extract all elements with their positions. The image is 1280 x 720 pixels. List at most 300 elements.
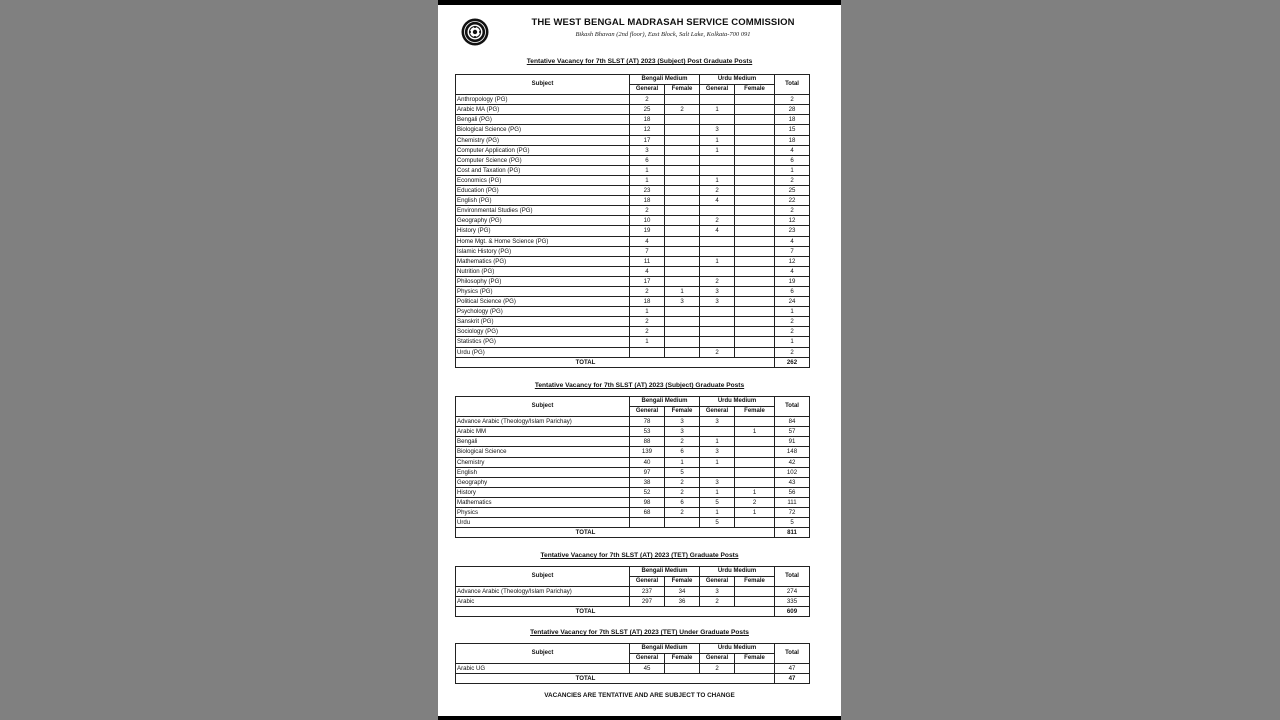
value-cell: 3 <box>665 427 700 437</box>
value-cell <box>735 437 775 447</box>
value-cell: 10 <box>630 216 665 226</box>
value-cell: 24 <box>775 297 810 307</box>
value-cell <box>735 155 775 165</box>
value-cell <box>665 307 700 317</box>
value-cell <box>735 457 775 467</box>
value-cell: 5 <box>665 467 700 477</box>
subject-cell: Arabic UG <box>456 664 630 674</box>
top-border <box>438 0 841 5</box>
value-cell: 1 <box>700 135 735 145</box>
value-cell: 18 <box>775 115 810 125</box>
bengali-medium-header: Bengali Medium <box>630 75 700 85</box>
value-cell: 4 <box>775 266 810 276</box>
value-cell: 1 <box>630 307 665 317</box>
value-cell: 40 <box>630 457 665 467</box>
total-label: TOTAL <box>456 528 775 538</box>
subject-cell: Education (PG) <box>456 186 630 196</box>
table-row <box>456 447 810 457</box>
value-cell <box>735 236 775 246</box>
total-value: 47 <box>775 674 810 684</box>
value-cell: 3 <box>665 417 700 427</box>
subject-cell: Arabic MA (PG) <box>456 105 630 115</box>
value-cell: 11 <box>630 256 665 266</box>
bengali-medium-header: Bengali Medium <box>630 397 700 407</box>
female-header: Female <box>665 407 700 417</box>
header-row <box>456 644 810 654</box>
value-cell <box>735 297 775 307</box>
value-cell: 102 <box>775 467 810 477</box>
vacancy-table-tet-graduate <box>455 566 810 617</box>
table-row <box>456 497 810 507</box>
section-title-pg: Tentative Vacancy for 7th SLST (AT) 2023 (Subject) Post Graduate Posts <box>526 58 753 65</box>
subject-cell: Arabic MM <box>456 427 630 437</box>
value-cell: 18 <box>630 196 665 206</box>
total-value: 262 <box>775 357 810 367</box>
table-row <box>456 286 810 296</box>
value-cell: 15 <box>775 125 810 135</box>
value-cell <box>735 145 775 155</box>
value-cell <box>665 347 700 357</box>
value-cell: 2 <box>775 206 810 216</box>
value-cell <box>735 216 775 226</box>
value-cell: 6 <box>665 447 700 457</box>
value-cell: 5 <box>700 497 735 507</box>
value-cell <box>700 467 735 477</box>
bengali-medium-header: Bengali Medium <box>630 644 700 654</box>
value-cell: 98 <box>630 497 665 507</box>
value-cell <box>665 518 700 528</box>
value-cell <box>735 196 775 206</box>
value-cell: 18 <box>775 135 810 145</box>
table-row <box>456 437 810 447</box>
value-cell <box>665 95 700 105</box>
value-cell: 28 <box>775 105 810 115</box>
subject-cell: Bengali (PG) <box>456 115 630 125</box>
value-cell <box>735 276 775 286</box>
subject-cell: Physics (PG) <box>456 286 630 296</box>
subject-header: Subject <box>456 75 630 95</box>
value-cell <box>735 226 775 236</box>
value-cell: 22 <box>775 196 810 206</box>
value-cell: 12 <box>775 256 810 266</box>
value-cell <box>630 518 665 528</box>
urdu-medium-header: Urdu Medium <box>700 567 775 577</box>
female-header: Female <box>735 407 775 417</box>
value-cell <box>735 256 775 266</box>
table-row <box>456 135 810 145</box>
value-cell <box>735 206 775 216</box>
value-cell: 84 <box>775 417 810 427</box>
value-cell <box>665 165 700 175</box>
value-cell: 18 <box>630 115 665 125</box>
value-cell <box>665 236 700 246</box>
office-address: Bikash Bhavan (2nd floor), East Block, Salt Lake, Kolkata-700 091 <box>575 31 751 38</box>
value-cell <box>700 246 735 256</box>
value-cell: 2 <box>735 497 775 507</box>
value-cell: 2 <box>775 175 810 185</box>
commission-logo-icon <box>461 18 489 46</box>
value-cell: 72 <box>775 508 810 518</box>
table-row <box>456 246 810 256</box>
table-row <box>456 155 810 165</box>
total-value: 609 <box>775 607 810 617</box>
value-cell: 17 <box>630 135 665 145</box>
value-cell <box>735 175 775 185</box>
bengali-medium-header: Bengali Medium <box>630 567 700 577</box>
section-title-tet-graduate: Tentative Vacancy for 7th SLST (AT) 2023 (TET) Graduate Posts <box>540 552 739 559</box>
general-header: General <box>630 407 665 417</box>
value-cell: 47 <box>775 664 810 674</box>
subject-cell: Environmental Studies (PG) <box>456 206 630 216</box>
value-cell: 1 <box>700 508 735 518</box>
value-cell <box>700 327 735 337</box>
value-cell: 1 <box>630 175 665 185</box>
value-cell: 335 <box>775 597 810 607</box>
subject-cell: Philosophy (PG) <box>456 276 630 286</box>
total-label: TOTAL <box>456 357 775 367</box>
general-header: General <box>700 85 735 95</box>
value-cell <box>665 125 700 135</box>
value-cell <box>735 125 775 135</box>
value-cell: 45 <box>630 664 665 674</box>
value-cell: 2 <box>665 508 700 518</box>
subject-cell: Sanskrit (PG) <box>456 317 630 327</box>
table-row <box>456 105 810 115</box>
subject-cell: Nutrition (PG) <box>456 266 630 276</box>
total-row <box>456 674 810 684</box>
total-row <box>456 607 810 617</box>
total-row <box>456 357 810 367</box>
table-row <box>456 508 810 518</box>
female-header: Female <box>665 577 700 587</box>
female-header: Female <box>735 654 775 664</box>
value-cell: 3 <box>665 297 700 307</box>
table-row <box>456 125 810 135</box>
value-cell: 5 <box>775 518 810 528</box>
value-cell <box>735 597 775 607</box>
value-cell: 56 <box>775 487 810 497</box>
table-row <box>456 206 810 216</box>
value-cell: 3 <box>700 417 735 427</box>
general-header: General <box>630 654 665 664</box>
value-cell <box>665 246 700 256</box>
value-cell: 6 <box>775 155 810 165</box>
female-header: Female <box>735 85 775 95</box>
value-cell: 2 <box>665 105 700 115</box>
value-cell <box>700 236 735 246</box>
value-cell: 1 <box>700 487 735 497</box>
table-row <box>456 427 810 437</box>
value-cell: 38 <box>630 477 665 487</box>
subject-cell: Economics (PG) <box>456 175 630 185</box>
value-cell: 2 <box>630 327 665 337</box>
general-header: General <box>700 577 735 587</box>
value-cell <box>735 518 775 528</box>
value-cell <box>735 447 775 457</box>
value-cell <box>735 186 775 196</box>
value-cell: 274 <box>775 587 810 597</box>
value-cell: 2 <box>630 206 665 216</box>
value-cell: 1 <box>630 337 665 347</box>
value-cell: 5 <box>700 518 735 528</box>
table-row <box>456 327 810 337</box>
subject-header: Subject <box>456 644 630 664</box>
table-row <box>456 487 810 497</box>
value-cell <box>665 317 700 327</box>
value-cell <box>735 286 775 296</box>
value-cell: 18 <box>630 297 665 307</box>
subject-cell: Geography <box>456 477 630 487</box>
value-cell <box>700 317 735 327</box>
urdu-medium-header: Urdu Medium <box>700 644 775 654</box>
subject-header: Subject <box>456 397 630 417</box>
value-cell <box>665 186 700 196</box>
value-cell <box>700 115 735 125</box>
value-cell <box>665 115 700 125</box>
value-cell: 2 <box>775 327 810 337</box>
value-cell <box>735 115 775 125</box>
value-cell: 42 <box>775 457 810 467</box>
value-cell: 1 <box>665 457 700 467</box>
value-cell: 1 <box>775 337 810 347</box>
value-cell: 2 <box>665 487 700 497</box>
subject-cell: Physics <box>456 508 630 518</box>
female-header: Female <box>665 85 700 95</box>
value-cell: 2 <box>775 95 810 105</box>
subject-cell: Biological Science <box>456 447 630 457</box>
value-cell: 1 <box>775 307 810 317</box>
table-row <box>456 115 810 125</box>
table-row <box>456 236 810 246</box>
value-cell: 3 <box>700 286 735 296</box>
value-cell: 12 <box>630 125 665 135</box>
value-cell: 2 <box>700 347 735 357</box>
value-cell <box>665 337 700 347</box>
subject-cell: Mathematics (PG) <box>456 256 630 266</box>
value-cell <box>665 196 700 206</box>
value-cell: 148 <box>775 447 810 457</box>
value-cell: 139 <box>630 447 665 457</box>
value-cell: 2 <box>630 95 665 105</box>
value-cell: 2 <box>700 597 735 607</box>
value-cell: 3 <box>700 297 735 307</box>
table-row <box>456 337 810 347</box>
value-cell <box>700 206 735 216</box>
value-cell: 36 <box>665 597 700 607</box>
total-label: TOTAL <box>456 674 775 684</box>
header-row <box>456 397 810 407</box>
table-row <box>456 196 810 206</box>
table-row <box>456 145 810 155</box>
value-cell: 88 <box>630 437 665 447</box>
value-cell: 2 <box>700 276 735 286</box>
value-cell: 17 <box>630 276 665 286</box>
value-cell: 57 <box>775 427 810 437</box>
table-row <box>456 216 810 226</box>
value-cell <box>700 165 735 175</box>
value-cell: 4 <box>775 145 810 155</box>
table-row <box>456 165 810 175</box>
value-cell <box>735 135 775 145</box>
general-header: General <box>700 407 735 417</box>
table-row <box>456 317 810 327</box>
value-cell <box>735 165 775 175</box>
value-cell: 2 <box>665 477 700 487</box>
value-cell: 23 <box>630 186 665 196</box>
value-cell: 12 <box>775 216 810 226</box>
header-row <box>456 567 810 577</box>
vacancy-table-graduate <box>455 396 810 538</box>
value-cell: 3 <box>700 477 735 487</box>
value-cell <box>735 587 775 597</box>
value-cell: 7 <box>630 246 665 256</box>
value-cell <box>735 266 775 276</box>
value-cell: 111 <box>775 497 810 507</box>
value-cell <box>735 246 775 256</box>
subject-cell: Home Mgt. & Home Science (PG) <box>456 236 630 246</box>
table-row <box>456 266 810 276</box>
subject-cell: Urdu (PG) <box>456 347 630 357</box>
total-header: Total <box>775 567 810 587</box>
value-cell: 3 <box>630 145 665 155</box>
value-cell: 297 <box>630 597 665 607</box>
value-cell: 3 <box>700 447 735 457</box>
subject-cell: Anthropology (PG) <box>456 95 630 105</box>
value-cell: 91 <box>775 437 810 447</box>
subject-cell: Geography (PG) <box>456 216 630 226</box>
table-row <box>456 276 810 286</box>
value-cell <box>630 347 665 357</box>
value-cell <box>665 155 700 165</box>
document-title: THE WEST BENGAL MADRASAH SERVICE COMMISSION <box>531 17 795 28</box>
subject-cell: Statistics (PG) <box>456 337 630 347</box>
subject-cell: Urdu <box>456 518 630 528</box>
value-cell: 3 <box>700 125 735 135</box>
value-cell: 1 <box>700 256 735 266</box>
footer-note: VACANCIES ARE TENTATIVE AND ARE SUBJECT TO CHANGE <box>544 692 735 699</box>
value-cell: 2 <box>630 286 665 296</box>
value-cell: 34 <box>665 587 700 597</box>
value-cell: 1 <box>775 165 810 175</box>
value-cell: 1 <box>735 427 775 437</box>
value-cell: 4 <box>630 266 665 276</box>
value-cell: 237 <box>630 587 665 597</box>
section-title-graduate: Tentative Vacancy for 7th SLST (AT) 2023 (Subject) Graduate Posts <box>534 382 745 389</box>
value-cell: 25 <box>630 105 665 115</box>
value-cell <box>700 95 735 105</box>
value-cell <box>665 206 700 216</box>
value-cell <box>665 276 700 286</box>
value-cell: 7 <box>775 246 810 256</box>
value-cell: 1 <box>735 487 775 497</box>
value-cell <box>735 307 775 317</box>
general-header: General <box>630 85 665 95</box>
value-cell: 4 <box>700 226 735 236</box>
value-cell: 43 <box>775 477 810 487</box>
table-row <box>456 457 810 467</box>
value-cell <box>665 175 700 185</box>
subject-header: Subject <box>456 567 630 587</box>
total-label: TOTAL <box>456 607 775 617</box>
female-header: Female <box>735 577 775 587</box>
table-row <box>456 186 810 196</box>
subject-cell: Chemistry (PG) <box>456 135 630 145</box>
urdu-medium-header: Urdu Medium <box>700 75 775 85</box>
value-cell <box>700 427 735 437</box>
value-cell: 78 <box>630 417 665 427</box>
table-row <box>456 467 810 477</box>
subject-cell: Islamic History (PG) <box>456 246 630 256</box>
value-cell <box>665 256 700 266</box>
value-cell: 25 <box>775 186 810 196</box>
value-cell <box>665 664 700 674</box>
subject-cell: Biological Science (PG) <box>456 125 630 135</box>
value-cell: 4 <box>775 236 810 246</box>
value-cell: 2 <box>630 317 665 327</box>
vacancy-table-tet-undergraduate <box>455 643 810 684</box>
table-row <box>456 226 810 236</box>
subject-cell: Chemistry <box>456 457 630 467</box>
value-cell: 3 <box>700 587 735 597</box>
table-row <box>456 95 810 105</box>
value-cell: 2 <box>700 664 735 674</box>
value-cell: 1 <box>700 437 735 447</box>
total-row <box>456 528 810 538</box>
value-cell <box>665 135 700 145</box>
subject-cell: English (PG) <box>456 196 630 206</box>
document-page <box>438 0 841 720</box>
subject-cell: Mathematics <box>456 497 630 507</box>
subject-cell: English <box>456 467 630 477</box>
table-row <box>456 597 810 607</box>
table-row <box>456 307 810 317</box>
general-header: General <box>630 577 665 587</box>
total-header: Total <box>775 75 810 95</box>
value-cell: 4 <box>630 236 665 246</box>
value-cell: 2 <box>775 317 810 327</box>
subject-cell: Computer Application (PG) <box>456 145 630 155</box>
subject-cell: History <box>456 487 630 497</box>
general-header: General <box>700 654 735 664</box>
value-cell <box>700 307 735 317</box>
value-cell: 97 <box>630 467 665 477</box>
table-row <box>456 347 810 357</box>
value-cell <box>700 155 735 165</box>
value-cell <box>735 347 775 357</box>
value-cell <box>735 417 775 427</box>
section-title-tet-undergraduate: Tentative Vacancy for 7th SLST (AT) 2023 (TET) Under Graduate Posts <box>530 629 749 636</box>
table-row <box>456 175 810 185</box>
value-cell: 19 <box>775 276 810 286</box>
table-row <box>456 518 810 528</box>
table-row <box>456 297 810 307</box>
value-cell: 1 <box>700 175 735 185</box>
subject-cell: History (PG) <box>456 226 630 236</box>
value-cell: 6 <box>665 497 700 507</box>
value-cell <box>735 317 775 327</box>
total-value: 811 <box>775 528 810 538</box>
subject-cell: Psychology (PG) <box>456 307 630 317</box>
value-cell: 1 <box>700 145 735 155</box>
value-cell <box>665 145 700 155</box>
subject-cell: Arabic <box>456 597 630 607</box>
table-row <box>456 477 810 487</box>
table-row <box>456 417 810 427</box>
subject-cell: Sociology (PG) <box>456 327 630 337</box>
value-cell: 1 <box>665 286 700 296</box>
value-cell <box>735 105 775 115</box>
table-row <box>456 256 810 266</box>
